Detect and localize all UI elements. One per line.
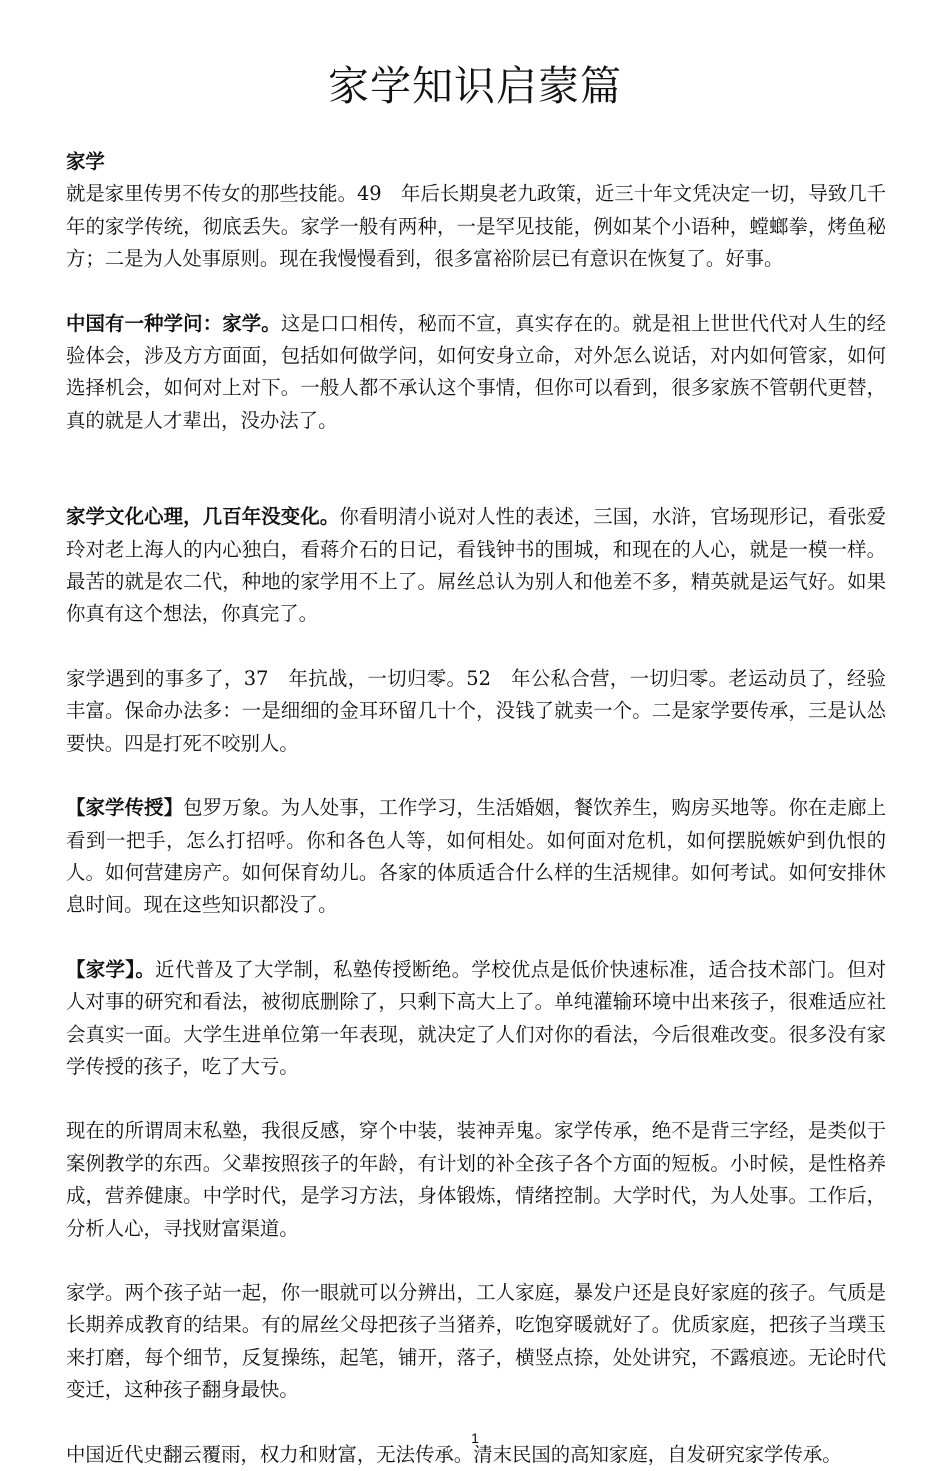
paragraph-1-text: 就是家里传男不传女的那些技能。49 年后长期臭老九政策，近三十年文凭决定一切，导致几千年的家学传统，彻底丢失。家学一般有两种，一是罕见技能，例如某个小语种，螳螂拳，烤鱼秘方；二是为人处事原则。现在我慢慢看到，很多富裕阶层已有意识在恢复了。好事。 (66, 182, 886, 271)
section-heading: 家学 (66, 150, 105, 173)
paragraph-2 (66, 308, 886, 438)
paragraph-3-lead: 家学文化心理，几百年没变化。 (66, 505, 340, 529)
paragraph-1 (66, 178, 886, 275)
paragraph-9-text: 中国近代史翻云覆雨，权力和财富，无法传承。清末民国的高知家庭，自发研究家学传承。 (66, 1442, 842, 1466)
paragraph-7 (66, 1115, 886, 1245)
paragraph-3 (66, 501, 886, 631)
paragraph-8 (66, 1277, 886, 1407)
document-body (66, 146, 886, 1471)
page-number: 1 (471, 1430, 479, 1446)
paragraph-2-lead: 中国有一种学问：家学。 (66, 311, 281, 335)
paragraph-4-text: 家学遇到的事多了，37 年抗战，一切归零。52 年公私合营，一切归零。老运动员了，经验丰富。保命办法多：一是细细的金耳环留几十个，没钱了就卖一个。二是家学要传承，三是认怂要快。四是打死不咬别人。 (66, 666, 886, 755)
paragraph-6-lead: 【家学】。 (66, 957, 156, 981)
document-title: 家学知识启蒙篇 (328, 62, 622, 110)
paragraph-5 (66, 792, 886, 922)
paragraph-6-text: 近代普及了大学制，私塾传授断绝。学校优点是低价快速标准，适合技术部门。但对人对事的研究和看法，被彻底删除了，只剩下高大上了。单纯灌输环境中出来孩子，很难适应社会真实一面。大学生进单位第一年表现，就决定了人们对你的看法，今后很难改变。很多没有家学传授的孩子，吃了大亏。 (66, 957, 886, 1078)
paragraph-5-lead: 【家学传授】 (66, 796, 184, 820)
paragraph-5-text: 包罗万象。为人处事，工作学习，生活婚姻，餐饮养生，购房买地等。你在走廊上看到一把手，怎么打招呼。你和各色人等，如何相处。如何面对危机，如何摆脱嫉妒到仇恨的人。如何营建房产。如何保育幼儿。各家的体质适合什么样的生活规律。如何考试。如何安排休息时间。现在这些知识都没了。 (66, 796, 887, 917)
paragraph-6 (66, 954, 886, 1084)
paragraph-8-text: 家学。两个孩子站一起，你一眼就可以分辨出，工人家庭，暴发户还是良好家庭的孩子。气质是长期养成教育的结果。有的屌丝父母把孩子当猪养，吃饱穿暖就好了。优质家庭，把孩子当璞玉来打磨，每个细节，反复操练，起笔，铺开，落子，横竖点捺，处处讲究，不露痕迹。无论时代变迁，这种孩子翻身最快。 (66, 1280, 886, 1402)
paragraph-4 (66, 663, 886, 760)
paragraph-2-text: 这是口口相传，秘而不宣，真实存在的。就是祖上世世代代对人生的经验体会，涉及方方面面，包括如何做学问，如何安身立命，对外怎么说话，对内如何管家，如何选择机会，如何对上对下。一般人都不承认这个事情，但你可以看到，很多家族不管朝代更替，真的就是人才辈出，没办法了。 (66, 311, 887, 432)
paragraph-7-text: 现在的所谓周末私塾，我很反感，穿个中装，装神弄鬼。家学传承，绝不是背三字经，是类似于案例教学的东西。父辈按照孩子的年龄，有计划的补全孩子各个方面的短板。小时候，是性格养成，营养健康。中学时代，是学习方法，身体锻炼，情绪控制。大学时代，为人处事。工作后，分析人心，寻找财富渠道。 (66, 1119, 886, 1240)
paragraph-3-text: 你看明清小说对人性的表述，三国，水浒，官场现形记，看张爱玲对老上海人的内心独白，看蒋介石的日记，看钱钟书的围城，和现在的人心，就是一模一样。最苦的就是农二代，种地的家学用不上了。屌丝总认为别人和他差不多，精英就是运气好。如果你真有这个想法，你真完了。 (66, 505, 887, 626)
